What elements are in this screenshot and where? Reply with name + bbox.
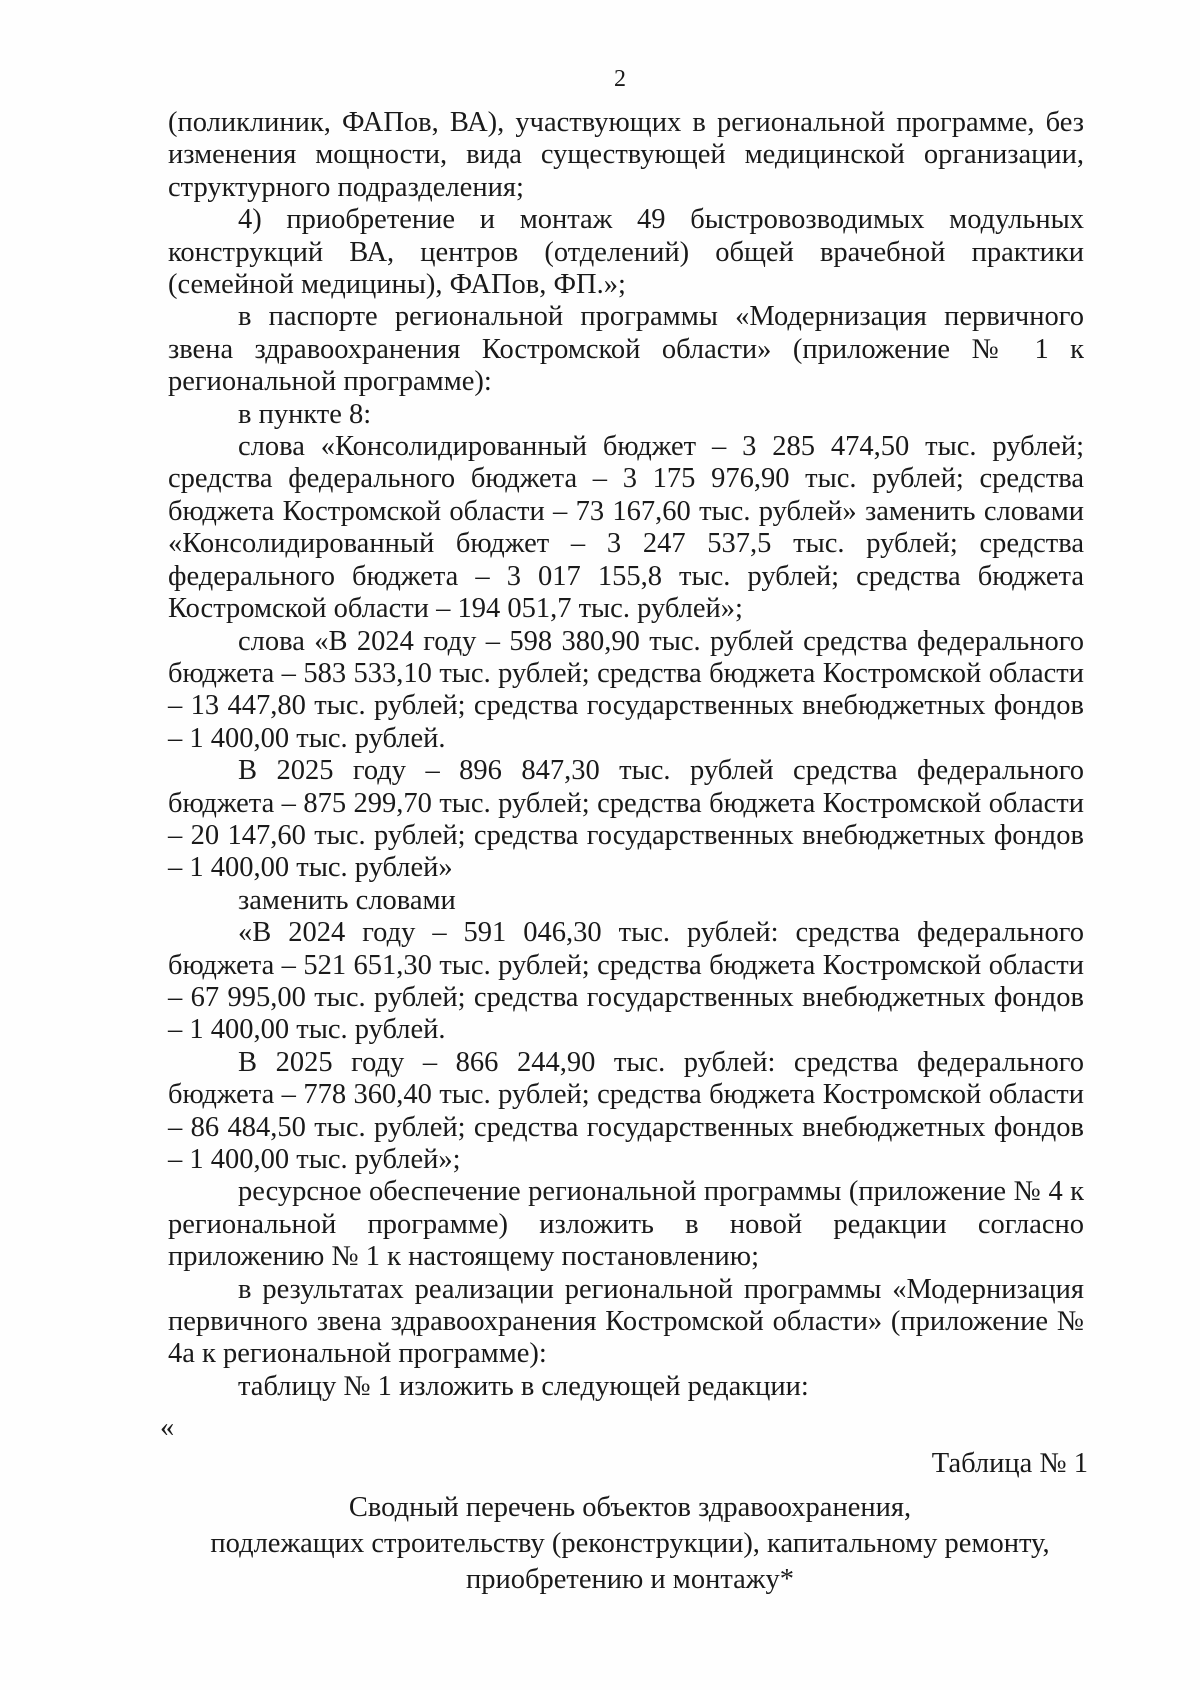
- paragraph: В 2025 году – 866 244,90 тыс. рублей: средства федерального бюджета – 778 360,40 тыс. рублей; средства бюджета Костромской области – 86 484,50 тыс. рублей; средства государственных внебюджетных фондов – 1 400,00 тыс. рублей»;: [168, 1046, 1084, 1175]
- paragraph: 4) приобретение и монтаж 49 быстровозводимых модульных конструкций ВА, центров (отделений) общей врачебной практики (семейной медицины), ФАПов, ФП.»;: [168, 204, 1084, 301]
- page-number: 2: [614, 66, 626, 92]
- document-body: [168, 107, 1084, 1403]
- paragraph: заменить словами: [238, 884, 456, 916]
- paragraph: ресурсное обеспечение региональной программы (приложение № 4 к региональной программе) изложить в новой редакции согласно приложению № 1 к настоящему постановлению;: [168, 1176, 1084, 1273]
- paragraph: В 2025 году – 896 847,30 тыс. рублей средства федерального бюджета – 875 299,70 тыс. рублей; средства бюджета Костромской области – 20 147,60 тыс. рублей; средства государственных внебюджетных фондов – 1 400,00 тыс. рублей»: [168, 755, 1084, 884]
- paragraph: в паспорте региональной программы «Модернизация первичного звена здравоохранения Костромской области» (приложение № 1 к региональной программе):: [168, 301, 1084, 398]
- paragraph: в результатах реализации региональной программы «Модернизация первичного звена здравоохранения Костромской области» (приложение № 4а к региональной программе):: [168, 1273, 1084, 1370]
- paragraph: (поликлиник, ФАПов, ВА), участвующих в региональной программе, без изменения мощности, вида существующей медицинской организации, структурного подразделения;: [168, 107, 1084, 203]
- table-title-line: приобретению и монтажу*: [466, 1564, 794, 1595]
- paragraph: в пункте 8:: [238, 398, 372, 430]
- table-title: [180, 1490, 1080, 1598]
- opening-quote-mark: «: [160, 1412, 175, 1443]
- table-title-line: Сводный перечень объектов здравоохранения,: [348, 1492, 912, 1523]
- paragraph: «В 2024 году – 591 046,30 тыс. рублей: средства федерального бюджета – 521 651,30 тыс. рублей; средства бюджета Костромской области – 67 995,00 тыс. рублей; средства государственных внебюджетных фондов – 1 400,00 тыс. рублей.: [168, 917, 1084, 1046]
- paragraph: слова «В 2024 году – 598 380,90 тыс. рублей средства федерального бюджета – 583 533,10 тыс. рублей; средства бюджета Костромской области – 13 447,80 тыс. рублей; средства государственных внебюджетных фондов – 1 400,00 тыс. рублей.: [168, 625, 1084, 754]
- table-label: Таблица № 1: [931, 1448, 1088, 1479]
- table-title-line: подлежащих строительству (реконструкции), капитальному ремонту,: [210, 1528, 1050, 1559]
- paragraph: таблицу № 1 изложить в следующей редакции:: [238, 1370, 809, 1402]
- paragraph: слова «Консолидированный бюджет – 3 285 474,50 тыс. рублей; средства федерального бюджета – 3 175 976,90 тыс. рублей; средства бюджета Костромской области – 73 167,60 тыс. рублей» заменить словами «Консолидированный бюджет – 3 247 537,5 тыс. рублей; средства федерального бюджета – 3 017 155,8 тыс. рублей; средства бюджета Костромской области – 194 051,7 тыс. рублей»;: [168, 431, 1084, 625]
